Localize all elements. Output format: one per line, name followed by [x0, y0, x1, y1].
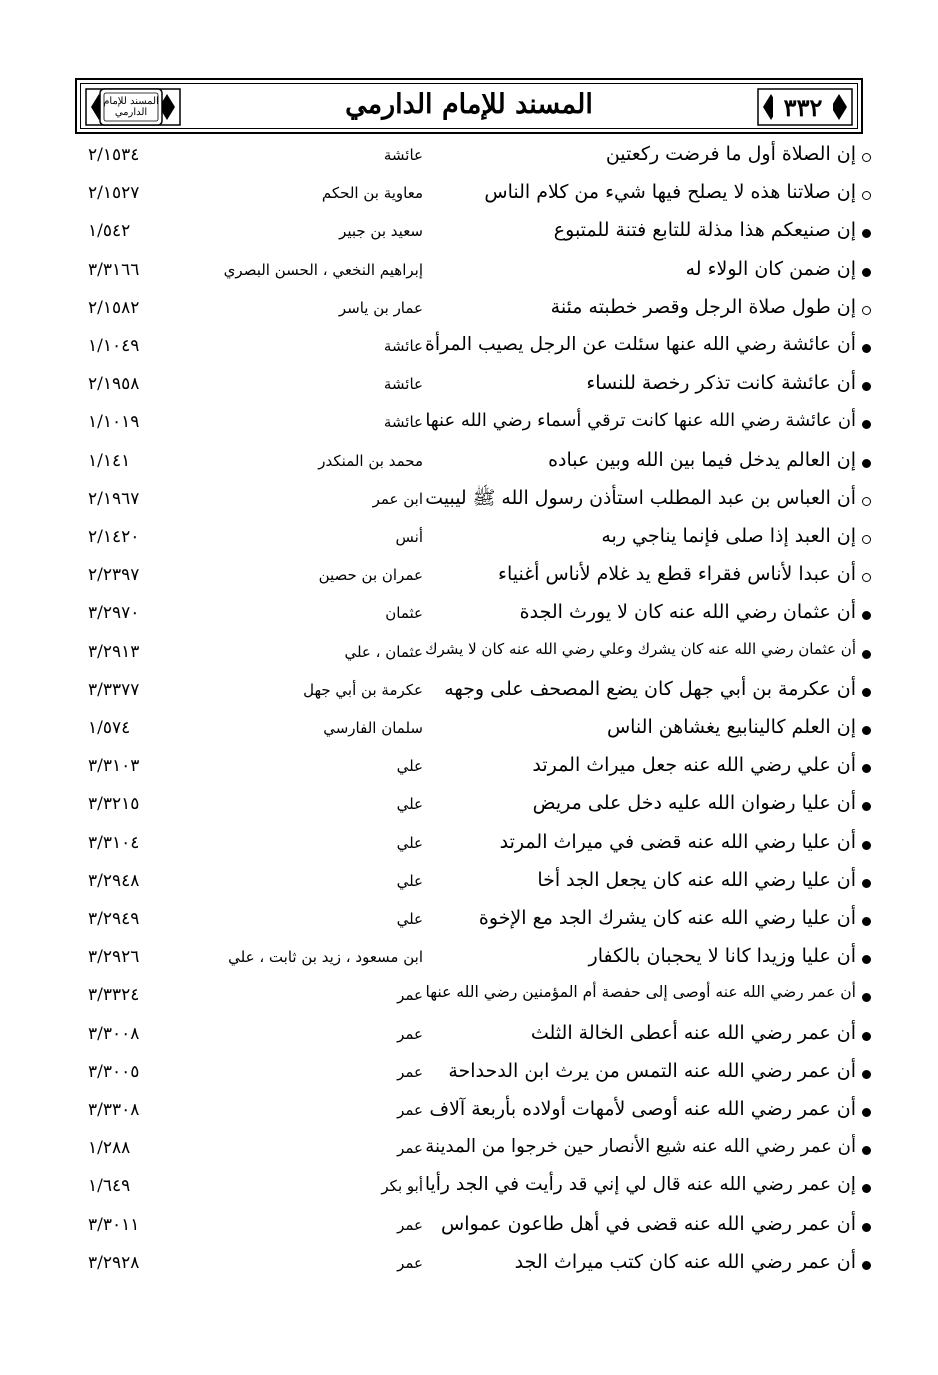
index-entry: [0, 713, 938, 751]
narrator: عمر: [397, 1253, 423, 1272]
narrator: عثمان: [385, 604, 423, 623]
index-entry: [0, 1171, 938, 1209]
narrator: علي: [396, 871, 423, 890]
hadith-text: أن عليا وزيدا كانا لا يحجبان بالكفار: [588, 945, 856, 968]
narrator: أبو بكر: [381, 1177, 423, 1196]
hadith-text: إن صنيعكم هذا مذلة للتابع فتنة للمتبوع: [553, 219, 856, 242]
index-entry: [0, 407, 938, 445]
narrator: عمران بن حصين: [318, 566, 423, 585]
filled-bullet-icon: [862, 879, 871, 888]
narrator: عمر: [397, 986, 423, 1005]
volume-hadith-reference: ١/٥٤٢: [88, 221, 131, 242]
filled-bullet-icon: [862, 1146, 871, 1155]
index-entry: [0, 789, 938, 827]
index-entry: [0, 255, 938, 293]
filled-bullet-icon: [862, 764, 871, 773]
volume-hadith-reference: ٣/٣٣٧٧: [88, 679, 140, 700]
volume-hadith-reference: ٢/١٩٥٨: [88, 374, 140, 395]
narrator: عكرمة بن أبي جهل: [303, 680, 423, 699]
page-header: [75, 78, 863, 134]
index-entry: [0, 1210, 938, 1248]
hadith-text: أن عكرمة بن أبي جهل كان يضع المصحف على وجهه: [444, 677, 856, 700]
narrator: عائشة: [383, 413, 423, 432]
hadith-text: أن عليا رضي الله عنه كان يجعل الجد أخا: [537, 868, 856, 891]
index-entry: [0, 522, 938, 560]
book-title: المسند للإمام الدارمي: [345, 89, 593, 120]
narrator: سلمان الفارسي: [323, 719, 423, 737]
volume-hadith-reference: ٢/١٩٦٧: [88, 488, 140, 509]
filled-bullet-icon: [862, 1108, 871, 1117]
index-entry: [0, 1248, 938, 1286]
filled-bullet-icon: [862, 650, 871, 659]
index-entry: [0, 1133, 938, 1171]
hadith-text: أن عمر رضي الله عنه قضى في أهل طاعون عمواس: [441, 1212, 856, 1235]
hadith-text: أن علي رضي الله عنه جعل ميراث المرتد: [532, 754, 856, 777]
hadith-text: إن طول صلاة الرجل وقصر خطبته مئنة: [550, 295, 856, 318]
index-entry: [0, 216, 938, 254]
hadith-text: أن عليا رضي الله عنه قضى في ميراث المرتد: [499, 830, 856, 853]
volume-hadith-reference: ٢/١٥٨٢: [88, 297, 140, 318]
narrator: سعيد بن جبير: [339, 222, 423, 241]
narrator: عمر: [397, 1101, 423, 1119]
index-entry: [0, 331, 938, 369]
narrator: علي: [396, 833, 423, 852]
hollow-bullet-icon: [862, 497, 871, 506]
volume-hadith-reference: ٢/١٤٢٠: [88, 527, 140, 547]
narrator: ابن عمر: [372, 489, 423, 508]
hadith-text: أن العباس بن عبد المطلب استأذن رسول الله ﷺ ليبيت: [425, 486, 856, 509]
volume-hadith-reference: ٣/٢٩١٣: [88, 641, 140, 662]
hadith-text: أن عمر رضي الله عنه كان كتب ميراث الجد: [514, 1250, 856, 1273]
narrator: علي: [396, 910, 423, 928]
narrator: عمر: [397, 1062, 423, 1081]
hadith-text: إن الصلاة أول ما فرضت ركعتين: [605, 143, 856, 165]
index-entry: [0, 942, 938, 980]
index-entry: [0, 140, 938, 178]
narrator: علي: [396, 795, 423, 814]
narrator: عمار بن ياسر: [338, 298, 423, 317]
index-entry: [0, 369, 938, 407]
index-entry: [0, 637, 938, 675]
page-number: ٣٣٢: [773, 90, 833, 124]
volume-hadith-reference: ١/١٠١٩: [88, 412, 140, 433]
hadith-text: أن عمر رضي الله عنه شيع الأنصار حين خرجوا من المدينة: [425, 1136, 856, 1158]
hadith-text: أن عمر رضي الله عنه التمس من يرث ابن الدحداحة: [448, 1059, 856, 1082]
index-entry: [0, 1095, 938, 1133]
volume-hadith-reference: ٣/٢٩٤٨: [88, 870, 140, 891]
hadith-text: أن عائشة رضي الله عنها سئلت عن الرجل يصيب المرأة: [425, 334, 856, 355]
filled-bullet-icon: [862, 1223, 871, 1232]
filled-bullet-icon: [862, 229, 871, 238]
hollow-bullet-icon: [862, 191, 871, 200]
hadith-text: إن العالم يدخل فيما بين الله وبين عباده: [548, 448, 856, 471]
filled-bullet-icon: [862, 802, 871, 811]
volume-hadith-reference: ٢/٢٣٩٧: [88, 565, 140, 586]
filled-bullet-icon: [862, 917, 871, 926]
index-entry: [0, 446, 938, 484]
seal-text: المسند للإمام الدارمي: [103, 96, 159, 118]
hadith-text: إن عمر رضي الله عنه قال لي إني قد رأيت في الجد رأيا: [424, 1174, 856, 1196]
index-entry: [0, 828, 938, 866]
filled-bullet-icon: [862, 382, 871, 391]
filled-bullet-icon: [862, 344, 871, 353]
volume-hadith-reference: ٢/١٥٣٤: [88, 145, 140, 165]
hadith-text: أن عليا رضي الله عنه كان يشرك الجد مع الإخوة: [478, 907, 856, 929]
narrator: معاوية بن الحكم: [321, 184, 423, 203]
volume-hadith-reference: ٣/٢٩٢٦: [88, 947, 140, 968]
hollow-bullet-icon: [862, 306, 871, 315]
hollow-bullet-icon: [862, 573, 871, 582]
filled-bullet-icon: [862, 1261, 871, 1270]
index-entry: [0, 980, 938, 1018]
narrator: عمر: [397, 1139, 423, 1158]
hadith-text: أن عبدا لأناس فقراء قطع يد غلام لأناس أغنياء: [498, 563, 856, 586]
narrator: عمر: [397, 1215, 423, 1234]
index-entry: [0, 560, 938, 598]
filled-bullet-icon: [862, 841, 871, 850]
index-entry: [0, 1019, 938, 1057]
narrator: عائشة: [383, 375, 423, 394]
volume-hadith-reference: ٣/٣٠١١: [88, 1214, 140, 1235]
filled-bullet-icon: [862, 726, 871, 735]
index-entry: [0, 904, 938, 942]
volume-hadith-reference: ٣/٣٠٠٥: [88, 1061, 140, 1082]
volume-hadith-reference: ١/١٤١: [88, 450, 131, 471]
hadith-text: إن صلاتنا هذه لا يصلح فيها شيء من كلام الناس: [484, 181, 856, 204]
hadith-text: أن عمر رضي الله عنه أعطى الخالة الثلث: [530, 1021, 856, 1044]
filled-bullet-icon: [862, 993, 871, 1002]
index-entry: [0, 866, 938, 904]
filled-bullet-icon: [862, 420, 871, 429]
hadith-text: أن عائشة كانت تذكر رخصة للنساء: [586, 372, 856, 395]
volume-hadith-reference: ٢/١٥٢٧: [88, 183, 140, 204]
hadith-text: أن عليا رضوان الله عليه دخل على مريض: [532, 792, 856, 815]
index-entry: [0, 675, 938, 713]
index-entry: [0, 751, 938, 789]
index-entry: [0, 293, 938, 331]
narrator: عائشة: [383, 337, 423, 355]
volume-hadith-reference: ٣/٣٣٢٤: [88, 985, 140, 1006]
narrator: إبراهيم النخعي ، الحسن البصري: [223, 260, 423, 279]
volume-hadith-reference: ٣/٣١٠٣: [88, 756, 140, 777]
index-entry: [0, 1057, 938, 1095]
volume-hadith-reference: ١/١٠٤٩: [88, 336, 140, 356]
book-seal: [99, 88, 163, 126]
hadith-text: أن عائشة رضي الله عنها كانت ترقي أسماء رضي الله عنها: [425, 410, 856, 432]
volume-hadith-reference: ٣/٢٩٢٨: [88, 1252, 140, 1273]
narrator: عثمان ، علي: [344, 642, 423, 661]
volume-hadith-reference: ٣/٢٩٧٠: [88, 603, 140, 624]
volume-hadith-reference: ١/٥٧٤: [88, 718, 131, 738]
narrator: عمر: [397, 1024, 423, 1043]
volume-hadith-reference: ٣/٣٣٠٨: [88, 1100, 140, 1120]
filled-bullet-icon: [862, 1032, 871, 1041]
volume-hadith-reference: ١/٦٤٩: [88, 1176, 131, 1197]
index-entry: [0, 598, 938, 636]
hadith-text: أن عثمان رضي الله عنه كان يشرك وعلي رضي الله عنه كان لا يشرك: [425, 639, 856, 658]
filled-bullet-icon: [862, 955, 871, 964]
hadith-text: إن ضمن كان الولاء له: [685, 257, 856, 280]
volume-hadith-reference: ٣/٣١٠٤: [88, 832, 140, 853]
index-entry: [0, 178, 938, 216]
narrator: محمد بن المنكدر: [318, 451, 423, 470]
hollow-bullet-icon: [862, 153, 871, 162]
hadith-text: إن العلم كالينابيع يغشاهن الناس: [606, 716, 856, 738]
filled-bullet-icon: [862, 1184, 871, 1193]
index-entry: [0, 484, 938, 522]
volume-hadith-reference: ٣/٢٩٤٩: [88, 909, 140, 929]
hollow-bullet-icon: [862, 535, 871, 544]
filled-bullet-icon: [862, 268, 871, 277]
volume-hadith-reference: ٣/٣٢١٥: [88, 794, 140, 815]
narrator: ابن مسعود ، زيد بن ثابت ، علي: [228, 948, 423, 967]
hadith-text: أن عثمان رضي الله عنه كان لا يورث الجدة: [519, 601, 856, 624]
hadith-text: أن عمر رضي الله عنه أوصى لأمهات أولاده بأربعة آلاف: [429, 1098, 856, 1120]
filled-bullet-icon: [862, 611, 871, 620]
filled-bullet-icon: [862, 688, 871, 697]
narrator: أنس: [395, 528, 423, 546]
filled-bullet-icon: [862, 1070, 871, 1079]
volume-hadith-reference: ٣/٣٠٠٨: [88, 1023, 140, 1044]
narrator: عائشة: [383, 146, 423, 164]
volume-hadith-reference: ٣/٣١٦٦: [88, 259, 140, 280]
filled-bullet-icon: [862, 459, 871, 468]
hadith-text: أن عمر رضي الله عنه أوصى إلى حفصة أم المؤمنين رضي الله عنها: [425, 983, 856, 1002]
narrator: علي: [396, 757, 423, 776]
volume-hadith-reference: ١/٢٨٨: [88, 1138, 131, 1159]
hadith-text: إن العبد إذا صلى فإنما يناجي ربه: [601, 525, 856, 547]
